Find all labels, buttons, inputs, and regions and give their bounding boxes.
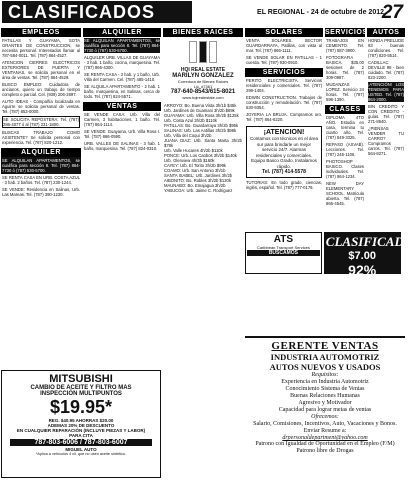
list-item: BIN CREDITO Y CON CREDITO - guías. Tel. (787) 271-8640. bbox=[368, 104, 404, 124]
list-item: PHOTOSHOP BASICO. Clases individuales. Tel. (787) 864-1234. bbox=[326, 159, 364, 179]
mitsubishi-line2: INSPECCIÓN MULTIPUNTOS bbox=[40, 391, 122, 397]
mitsubishi-line1: CAMBIO DE ACEITE Y FILTRO MAS bbox=[30, 385, 132, 391]
list-item: SE RENTA CASA - 3 hab. y 1 baño, Urb. Villa del Carmen. Cel. (787) 485-1410. bbox=[84, 72, 160, 82]
gerente-req: Salario, Comisiones, Incentivos, Auto, Vacaciones y Bonos. bbox=[253, 421, 397, 427]
solares-column bbox=[245, 28, 323, 258]
list-item: SE VENDE: Residencia en Salinas, Urb. Las Mareas. Tel. (787) 390-1230. bbox=[2, 187, 80, 197]
ats-subtitle: Caribbean Transport Services bbox=[256, 245, 310, 250]
clasificados-ad-title: CLASIFICADOS bbox=[325, 234, 420, 249]
alarm-ad-text: Contamos con técnicos en el área sur para brindarle un mejor servicio 24/7. Alarmas residenciales y comerciales. Equipo Basco Grado. Instalamos rápido. bbox=[249, 136, 319, 169]
list-item: PATILLAS Y GUAYAMA, SOTA GRANTES DE CONSTRUCCION, se necesita personal. Interesados llamar al 787-584-0011. Tel. (787) 864-4527. bbox=[2, 38, 80, 58]
list-item: URB. VALLES DE SALINAS - 3 hab. 1 baño, marquesina. Tel. (787) 824-0310. bbox=[84, 141, 160, 151]
broker-phone: 787-640-8543/615-8021 bbox=[170, 89, 236, 95]
list-item: EDWIN CONSTRUCTION. Trabajos de construcción y remodelación. Tel. (787) 530-9354. bbox=[246, 95, 322, 110]
list-item: SE VENDE CASA: Urb. Villa del Carmen, 3 habitaciones, 1 baño. Tel. (787) 864-1114. bbox=[84, 112, 160, 127]
gerente-drug: Patrono libre de Drogas bbox=[296, 448, 354, 454]
gerente-req: Capacidad para lograr metas de ventas bbox=[278, 407, 372, 413]
alquiler-column bbox=[83, 28, 161, 378]
page-number: 27 bbox=[381, 2, 403, 23]
clasificados-ad-price: $7.00 bbox=[348, 250, 376, 262]
ats-tag: BUSCAMOS bbox=[247, 250, 320, 256]
list-item: REPASO (ASVAB). Lecciones. Tel. (787) 246-1106. bbox=[326, 142, 364, 157]
hqi-real-estate-ad bbox=[163, 37, 243, 102]
gerente-title: GERENTE VENTAS bbox=[271, 340, 379, 352]
bienes-raices-column bbox=[163, 28, 243, 480]
solares-heading: SOLARES bbox=[245, 28, 323, 37]
mitsubishi-regular: REG. $40.95 AHORRAS $20.00 bbox=[48, 418, 114, 423]
list-item: PONCE: Urb. Los Caobos 3h/2b $140k bbox=[164, 153, 237, 158]
ventas-heading: VENTAS bbox=[83, 102, 161, 111]
servicios-heading: SERVICIOS bbox=[325, 29, 368, 36]
list-item: DIPLOMA 4TO AÑO. Estudia en casa, termina tu cuarto año. Tel. (787) 849-3325. bbox=[326, 115, 364, 140]
alarm-ad-title: ¡ATENCION! bbox=[263, 129, 305, 136]
empleos-heading: EMPLEOS bbox=[1, 28, 81, 37]
list-item: SE RENTA CASA EN URB. COSTA AZUL - 3 hab. 2 baños. Tel. (787) 230-1244. bbox=[2, 175, 80, 185]
right-ads bbox=[245, 232, 420, 332]
empleos-column bbox=[1, 28, 81, 378]
gerente-ventas-ad bbox=[245, 336, 405, 478]
gerente-req: Ofrecemos: bbox=[311, 414, 339, 420]
hqi-logo-icon bbox=[181, 41, 225, 65]
list-item: TRABAJOS EN CEMENTO. Tel. (787) 587-3900. bbox=[326, 38, 364, 53]
list-item: Urb. Villa del Coqui 3h/2b bbox=[164, 133, 212, 138]
gerente-req: Buenas Relaciones Humanas bbox=[290, 393, 360, 399]
list-item: ALQUILER URB. VILLAS DE GUAYAMA - 3 hab. 1 baño, cocina, marquesina. Tel. (787) 866-4300. bbox=[84, 55, 160, 70]
list-item: ATENCION CIERRES ELECTRICOS EXTERIORES DE PUERTA Y VENTANAS, se solicita personal en el área de ventas. Tel. (787) 864-4529. bbox=[2, 60, 80, 80]
list-item: MAUNABO: Bo. Emajagua 3h/2b bbox=[164, 183, 226, 188]
list-item: SANTA ISABEL: Urb. Jardines 3h/2b bbox=[164, 173, 233, 178]
list-item: SE ALQUILAN APARTAMENTOS, se cualifica para sección 8. Tel. (787) 864-7730 ó (787) 530-5700. bbox=[84, 38, 160, 53]
list-item: SE VENDE: Guayama, Urb. Villa Rosa I. Tel. (787) 866-0590. bbox=[84, 129, 160, 139]
list-item: TUTORIAS: En todo grado, ciencias, inglés, español. Tel. (787) 777-0178. bbox=[246, 180, 322, 190]
gerente-req-head: Requisitos: bbox=[311, 372, 339, 378]
list-item: Urb. Jardines de Guamani 3h/2b $89k bbox=[164, 108, 235, 113]
bienes-raices-heading: BIENES RAICES bbox=[163, 28, 243, 37]
alarm-ad-phone: Tel. (787) 414-5578 bbox=[262, 169, 306, 175]
mitsubishi-dealer: MIGUEL AUTO bbox=[65, 447, 97, 452]
clases-heading: CLASES bbox=[325, 105, 365, 114]
gerente-req: Experiencia en Industria Automotriz bbox=[281, 379, 369, 385]
broker-name: MARILYN GONZALEZ bbox=[172, 73, 234, 79]
list-item: ¿PIENSAS VENDER TU CARRO? Compramos carros. Tel. (787) 564-8271. bbox=[368, 126, 404, 156]
mitsubishi-fineprint: *Aplica a vehículos 4 cil. que no usen aceite sintético. bbox=[35, 452, 127, 456]
clasificados-ad-percent: 92% bbox=[348, 262, 377, 278]
mitsubishi-discount: ADEMAS 20% DE DESCUENTO bbox=[47, 423, 115, 428]
list-item: ARROYO: Bo. Buena Vista 3h/1b $45k bbox=[164, 103, 237, 108]
list-item: COAMO: Urb. San Antonio 3h/1b bbox=[164, 168, 226, 173]
list-item: JOYERIA LA BRUJA. Compramos oro. Tel. (787) 864-6220. bbox=[246, 112, 322, 122]
servicios-sub-heading: SERVICIOS bbox=[245, 68, 323, 77]
mitsubishi-brand: MITSUBISHI bbox=[49, 373, 113, 385]
mitsubishi-parts: EN CUALQUIER REPARACIÓN (INCLUYE PIEZAS Y LABOR) bbox=[16, 428, 146, 433]
list-item: PERITO ELECTRICISTA. Servicios residenciales y comerciales. Tel. (787) 299-1404. bbox=[246, 78, 322, 93]
list-item: CAYEY: Urb. El Torito 3h/2b $99k bbox=[164, 163, 226, 168]
list-item: NEW DAY ELEMENTARY SCHOOL. Matrícula abierta. Tel. (787) 866-4545. bbox=[326, 181, 364, 206]
list-item: Urb. Glenview 4h/3b $160k bbox=[164, 158, 215, 163]
list-item: Urb. Costa Azul 3h/2b $110k bbox=[164, 118, 217, 123]
list-item: Urb. Valle Hucares 4h/2b $110k bbox=[164, 148, 223, 153]
mitsubishi-cta: PARA CITA bbox=[69, 433, 93, 438]
list-item: JUANA DIAZ: Urb. Santa Marta 3h/2b $78k bbox=[164, 138, 242, 148]
gerente-email-link[interactable]: drpersonaldepartment@yahoo.com bbox=[282, 435, 368, 441]
mitsubishi-price: $19.95* bbox=[49, 397, 113, 417]
ats-ad bbox=[245, 232, 322, 274]
list-item: YABUCOA: Urb. Jaime C. Rodriguez bbox=[164, 188, 233, 193]
list-item: FOTOGRAFIA BASICA. $35.00 sesiones de 2 horas. Tel. (787) 309-0987. bbox=[326, 55, 364, 80]
list-item: SE VENDE SOLAR EN PATILLAS - 1 cuerda. Tel. (787) 930-0910. bbox=[246, 55, 322, 65]
section-title: CLASIFICADOS bbox=[2, 1, 192, 23]
list-item: PATILLAS: Bo. Guardarraya 3h/2b $95k bbox=[164, 123, 239, 128]
list-item: HONDA PRELUDE 93 - buenas condiciones. Tel. (787) 820-5514. bbox=[368, 38, 404, 58]
broker-web: www.hqirealestate.com bbox=[182, 95, 224, 100]
alquiler-heading: ALQUILER bbox=[83, 28, 161, 37]
page-header bbox=[0, 0, 406, 26]
dateline: EL REGIONAL - 24 de octubre de 2012 bbox=[257, 9, 384, 16]
mitsubishi-ad bbox=[1, 370, 161, 478]
list-item: BUSCO EMPLEO: Cuidadora de ancianos, quiero un trabajo de tiempo completo o parcial. Cel. (939) 206-2697. bbox=[2, 82, 80, 97]
hqi-brand: HQI REAL ESTATE bbox=[180, 67, 226, 73]
listings bbox=[163, 102, 243, 194]
empleos-list bbox=[1, 37, 81, 148]
gerente-line1: INDUSTRIA AUTOMOTRIZ bbox=[270, 352, 380, 362]
list-item: SALINAS: Urb. Las Antillas 3h/2b $98k bbox=[164, 128, 237, 133]
list-item: ¡ATENCIÓN! LOS TENEMOS PARA USTED. Tel. (787) 864-2000. bbox=[368, 82, 404, 102]
gerente-req: Agresivo y Motivador bbox=[298, 400, 352, 406]
broker-license: Lic. #7361 bbox=[193, 84, 213, 89]
clasificados-ad bbox=[324, 232, 420, 278]
gerente-req: Enviar Resume a: bbox=[303, 428, 347, 434]
list-item: AUTO IDEAS - Compañía localizada en Aguirre se solicita personal de ventas. Tel. (787) 853-0000. bbox=[2, 99, 80, 114]
list-item: GUAYAMA: Urb. Villa Rosa 3h/2b $125k bbox=[164, 113, 239, 118]
ats-brand: ATS bbox=[273, 234, 294, 245]
list-item: SE SOLICITA REPOSTERA: Tel. (787) 286-4077 ó al (787) 231-1800. bbox=[3, 117, 79, 127]
servicios-autos-column bbox=[325, 28, 420, 258]
list-item: CADILLAC DEVILLE 98 - bien cuidado. Tel. (787) 823-2200. bbox=[368, 60, 404, 80]
mitsubishi-phone: 787-803-6006 / 787-803-6007 bbox=[10, 439, 152, 446]
gerente-req: Conocimiento Sistema de Ventas bbox=[285, 386, 365, 392]
list-item: BUSCAS TRABAJO COMO ASISTENTE? Se solicita personal con experiencia. Tel. (787) 820-1212. bbox=[2, 130, 80, 145]
alquiler-heading-left: ALQUILER bbox=[1, 148, 81, 157]
autos-heading: AUTOS bbox=[367, 28, 405, 37]
list-item: SE ALQUILA APARTAMENTO - 2 hab. 1 baño, marquesina, en Salinas, cerca de todo. Tel. (787) 824-5571. bbox=[84, 84, 160, 99]
list-item: AIBONITO: Bo. Robles 3h/2b $120k bbox=[164, 178, 231, 183]
broker-title: Corredora de Bienes Raíces bbox=[177, 79, 229, 84]
alarm-ad bbox=[246, 126, 322, 178]
list-item: SE ALQUILAN APARTAMENTOS, se cualifica para sección 8. Tel. (787) 864-7730 ó (787) 530-5700. bbox=[2, 158, 80, 173]
gerente-line2: AUTOS NUEVOS Y USADOS bbox=[269, 362, 381, 372]
gerente-eeo: Patrono con Igualdad de Oportunidad en el Empleo (F/M) bbox=[255, 441, 395, 447]
list-item: MUDANZAS LOPEZ. Servicio 24 horas. Tel. (787) 596-1390. bbox=[326, 82, 364, 102]
list-item: VENTA SOLARES. SECTOR GUARDARRAYA, Patillas, con vista al mar. Tel. (787) 866-1111. bbox=[246, 38, 322, 53]
